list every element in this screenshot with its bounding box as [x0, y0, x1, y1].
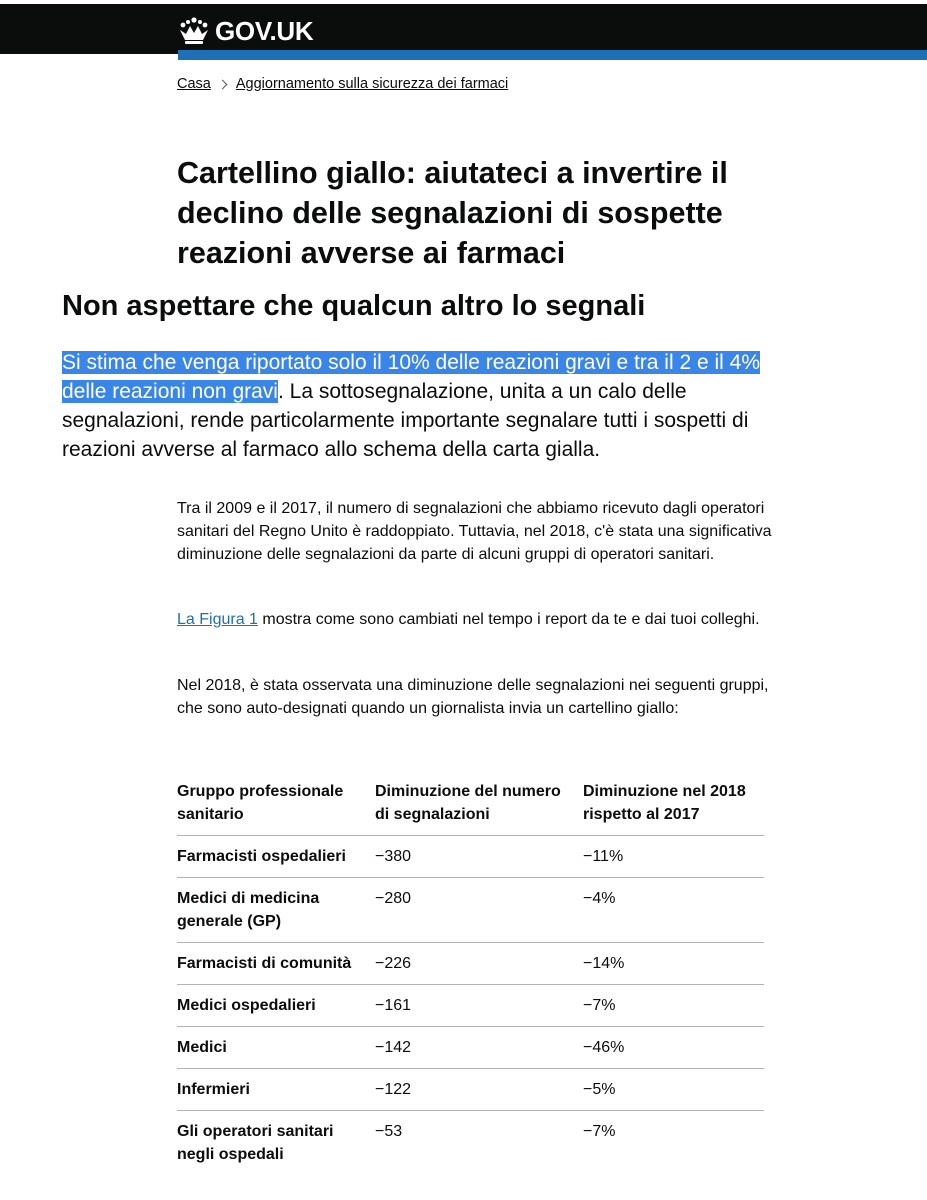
chevron-right-icon: [217, 79, 227, 89]
table-row: [177, 1069, 764, 1111]
column-header-decrease-percent: Diminuzione nel 2018 rispetto al 2017: [583, 780, 764, 836]
table-cell-group: Gli operatori sanitari negli ospedali: [177, 1123, 334, 1163]
column-header-group: Gruppo professionale sanitario: [177, 780, 375, 836]
table-cell-group: Farmacisti ospedalieri: [177, 836, 375, 878]
table-cell-group: Infermieri: [177, 1069, 375, 1111]
table-cell-group: Medici ospedalieri: [177, 985, 375, 1027]
table-cell-count: −280: [375, 878, 583, 943]
table-cell-group: Medici: [177, 1027, 375, 1069]
table-cell-count: −142: [375, 1027, 583, 1069]
breadcrumb-home[interactable]: Casa: [177, 76, 211, 92]
table-cell-group: Medici di medicina generale (GP): [177, 878, 375, 943]
body-paragraph-1: Tra il 2009 e il 2017, il numero di segnalazioni che abbiamo ricevuto dagli operatori sanitari del Regno Unito è raddoppiato. Tuttavia, nel 2018, c'è stata una significativa diminuzione delle segnalazioni da parte di alcuni gruppi di operatori sanitari.: [177, 500, 772, 563]
lead-text: . La sottosegnalazione, unita a un calo delle segnalazioni, rende particolarmente importante segnalare tutti i sospetti di reazioni avverse al farmaco allo schema della carta gialla.: [62, 380, 749, 461]
table-cell-count: −161: [375, 985, 583, 1027]
table-cell-percent: −14%: [583, 943, 764, 985]
table-cell-percent: −11%: [583, 836, 764, 878]
body-paragraph-3: Nel 2018, è stata osservata una diminuzione delle segnalazioni nei seguenti gruppi, che sono auto-designati quando un giornalista invia un cartellino giallo:: [177, 677, 769, 717]
paragraph-2-text: mostra come sono cambiati nel tempo i report da te e dai tuoi colleghi.: [257, 611, 760, 628]
logo-text: GOV.UK: [215, 15, 314, 46]
table-cell-percent: −46%: [583, 1027, 764, 1069]
lead-paragraph: [62, 348, 792, 464]
table-cell-percent: −5%: [583, 1069, 764, 1111]
column-header-decrease-count: Diminuzione del numero di segnalazioni: [375, 780, 583, 836]
section-heading: Non aspettare che qualcun altro lo segnali: [62, 290, 646, 322]
table-cell-group: Farmacisti di comunità: [177, 943, 375, 985]
table-header-row: [177, 780, 764, 836]
selected-text[interactable]: Si stima che venga riportato solo il 10% delle reazioni gravi e tra il 2 e il 4% delle reazioni non gravi: [62, 351, 761, 403]
govuk-logo-link[interactable]: [177, 15, 313, 47]
header-accent-bar: [178, 50, 927, 60]
breadcrumb: [177, 76, 508, 92]
table-cell-count: −122: [375, 1069, 583, 1111]
page-title: Cartellino giallo: aiutateci a invertire il declino delle segnalazioni di sospette reazioni avverse ai farmaci: [177, 156, 728, 270]
table-row: [177, 878, 764, 943]
table-cell-percent: −4%: [583, 878, 764, 943]
table-row: [177, 985, 764, 1027]
crown-icon: [177, 16, 211, 46]
table-cell-count: −53: [375, 1123, 403, 1140]
table-row: [177, 1027, 764, 1069]
breadcrumb-medicine-safety[interactable]: Aggiornamento sulla sicurezza dei farmaci: [235, 76, 509, 92]
table-row: [177, 836, 764, 878]
reporting-decrease-table: [177, 780, 764, 1175]
table-row: [177, 943, 764, 985]
table-cell-percent: −7%: [583, 985, 764, 1027]
site-header: [0, 4, 927, 54]
body-paragraph-2: [177, 608, 777, 631]
table-cell-count: −226: [375, 943, 583, 985]
table-cell-count: −380: [375, 836, 583, 878]
table-cell-percent: −7%: [583, 1123, 616, 1140]
table-row: [177, 1111, 764, 1176]
figure-1-link[interactable]: La Figura 1: [177, 611, 258, 628]
